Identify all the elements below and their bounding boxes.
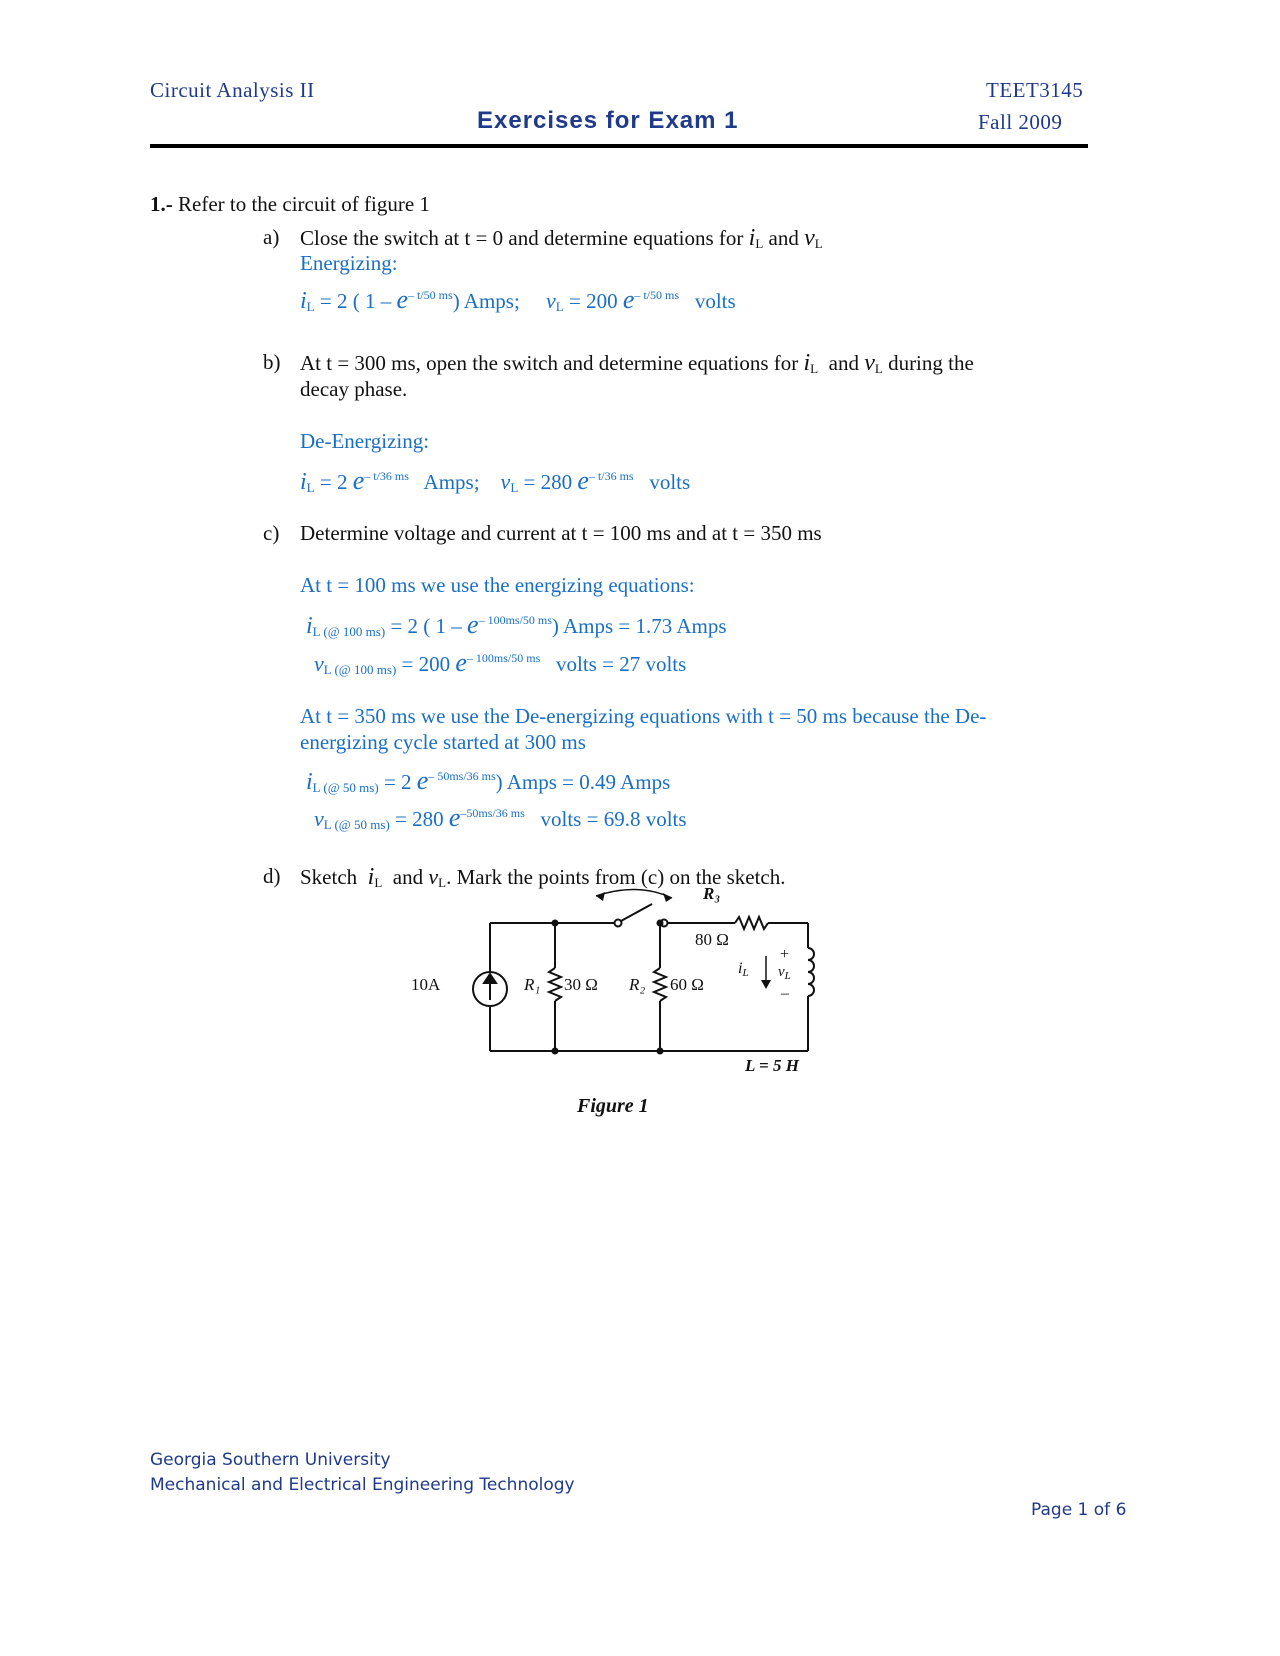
vl-minus: – xyxy=(781,985,789,1002)
part-a-question: Close the switch at t = 0 and determine equations for $i_L$ and $v_L$ xyxy=(300,225,823,251)
figure-caption: Figure 1 xyxy=(577,1095,649,1117)
r2-value: 60 Ω xyxy=(670,975,704,994)
r1-label: R₁ xyxy=(524,975,541,994)
page-number: Page 1 of 6 xyxy=(1031,1500,1127,1520)
header-rule xyxy=(150,144,1088,148)
part-d-question: Sketch $i_L$ and $v_L$. Mark the points from (c) on the sketch. xyxy=(300,864,786,890)
course-name: Circuit Analysis II xyxy=(150,78,315,102)
voltage-at-100ms: $v_{L (@ 100 ms)} = 200$ $e^{- 100ms/50 ms}$ volts = 27 volts xyxy=(314,648,687,677)
problem-number: 1.- xyxy=(150,192,173,216)
part-c-label: c) xyxy=(263,521,280,545)
de-energizing-heading: De-Energizing: xyxy=(300,429,430,453)
source-label: 10A xyxy=(411,975,441,994)
switch-contact-left xyxy=(615,920,622,927)
r3-value: 80 Ω xyxy=(695,930,729,949)
resistor-r1 xyxy=(549,968,561,1001)
r2-label: R₂ xyxy=(629,975,646,994)
footer-department: Mechanical and Electrical Engineering Technology xyxy=(150,1475,575,1495)
inductor-label: L = 5 H xyxy=(745,1056,799,1075)
il-arrow xyxy=(761,980,771,989)
part-c-para1: At t = 100 ms we use the energizing equations: xyxy=(300,573,695,597)
resistor-r2 xyxy=(654,968,666,1001)
r3-label: R₃ xyxy=(703,884,721,903)
r1-value: 30 Ω xyxy=(564,975,598,994)
vl-label: $v_L$ xyxy=(778,964,791,982)
switch-arrow xyxy=(596,889,672,898)
de-energizing-equations: $i_L = 2$ $e^{- t/36 ms}$ Amps; $v_L = 280$ $e^{- t/36 ms}$ volts xyxy=(300,466,691,495)
part-c-para2-line1: At t = 350 ms we use the De-energizing equations with t = 50 ms because the De- xyxy=(300,704,987,728)
energizing-heading: Energizing: xyxy=(300,251,398,275)
page-title: Exercises for Exam 1 xyxy=(477,107,739,134)
part-c-question: Determine voltage and current at t = 100 ms and at t = 350 ms xyxy=(300,521,822,545)
footer-university: Georgia Southern University xyxy=(150,1450,391,1470)
term: Fall 2009 xyxy=(978,110,1063,134)
part-b-question: At t = 300 ms, open the switch and determine equations for $i_L$ and $v_L$ during the xyxy=(300,350,974,376)
voltage-at-50ms: $v_{L (@ 50 ms)} = 280$ $e^{-50ms/36 ms}$ volts = 69.8 volts xyxy=(314,803,687,832)
part-c-para2-line2: energizing cycle started at 300 ms xyxy=(300,730,586,754)
switch-blade xyxy=(621,904,652,921)
energizing-equations: $i_L = 2$ ( $1 - e^{- t/50 ms}$) Amps; $v_L = 200$ $e^{- t/50 ms}$ volts xyxy=(300,285,736,314)
current-at-100ms: $i_{L (@ 100 ms)} = 2$ ( $1 - e^{- 100ms/50 ms}$) Amps = 1.73 Amps xyxy=(306,610,727,639)
source-arrow xyxy=(484,974,496,983)
inductor-l xyxy=(808,948,814,996)
vl-plus: + xyxy=(780,946,790,963)
problem-intro-text: Refer to the circuit of figure 1 xyxy=(178,192,430,216)
part-b-label: b) xyxy=(263,350,281,374)
problem-intro xyxy=(150,192,430,217)
current-at-50ms: $i_{L (@ 50 ms)} = 2$ $e^{- 50ms/36 ms}$) Amps = 0.49 Amps xyxy=(306,766,671,795)
part-b-question-line2: decay phase. xyxy=(300,377,408,401)
resistor-r3 xyxy=(735,917,768,929)
part-d-label: d) xyxy=(263,864,281,888)
part-a-label: a) xyxy=(263,225,280,249)
course-code: TEET3145 xyxy=(986,78,1084,102)
il-label: iL xyxy=(738,960,749,979)
